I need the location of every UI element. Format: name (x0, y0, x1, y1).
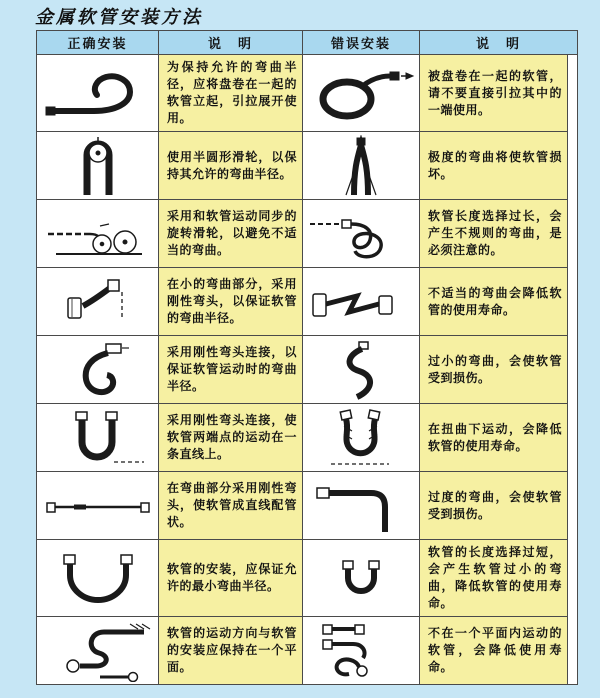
single-plane-trap-hose-icon (42, 620, 154, 682)
table-row (37, 55, 578, 132)
correct-description: 采用刚性弯头连接，使软管两端点的运动在一条直线上。 (159, 404, 303, 472)
wrong-description: 软管长度选择过长，会产生不规则的弯曲，是必须注意的。 (420, 200, 568, 268)
installation-table (36, 30, 578, 685)
table-header-row (37, 31, 578, 55)
correct-illustration-cell (37, 55, 159, 132)
overbent-elbow-hose-icon (305, 475, 417, 537)
wrong-illustration-cell (303, 336, 420, 404)
correct-illustration-cell (37, 540, 159, 617)
rigid-elbow-hook-hose-icon (42, 339, 154, 401)
correct-illustration-cell (37, 472, 159, 540)
standing-coil-hose-unroll-icon (42, 63, 154, 123)
correct-description: 采用和软管运动同步的旋转滑轮，以避免不适当的弯曲。 (159, 200, 303, 268)
table-right-spacer (568, 55, 578, 132)
wrong-illustration-cell (303, 268, 420, 336)
table-row (37, 617, 578, 685)
coiled-hose-pulled-end-icon (305, 63, 417, 123)
wrong-description: 过小的弯曲，会使软管受到损伤。 (420, 336, 568, 404)
correct-description: 软管的运动方向与软管的安装应保持在一个平面。 (159, 617, 303, 685)
table-row (37, 540, 578, 617)
u-shape-inline-motion-icon (42, 408, 154, 468)
wrong-description: 极度的弯曲将使软管损坏。 (420, 132, 568, 200)
short-hose-narrow-u-icon (305, 548, 417, 608)
page-title: 金属软管安装方法 (35, 7, 203, 28)
correct-illustration-cell (37, 336, 159, 404)
twisted-u-hose-icon (305, 408, 417, 468)
table-right-spacer (568, 617, 578, 685)
table-right-spacer (568, 540, 578, 617)
wrong-illustration-cell (303, 404, 420, 472)
correct-illustration-cell (37, 132, 159, 200)
correct-description: 为保持允许的弯曲半径，应将盘卷在一起的软管立起，引拉展开使用。 (159, 55, 303, 132)
rotating-pulley-hose-icon (42, 204, 154, 264)
correct-illustration-cell (37, 404, 159, 472)
rigid-elbow-small-bend-icon (42, 272, 154, 332)
correct-illustration-cell (37, 617, 159, 685)
correct-illustration-cell (37, 200, 159, 268)
improper-sharp-bend-icon (305, 272, 417, 332)
wrong-description: 不适当的弯曲会降低软管的使用寿命。 (420, 268, 568, 336)
header-wrong-install: 错误安装 (303, 31, 420, 55)
table-row (37, 336, 578, 404)
table-right-spacer (568, 200, 578, 268)
overlong-irregular-bend-hose-icon (305, 204, 417, 264)
table-right-spacer (568, 132, 578, 200)
out-of-plane-hoses-icon (305, 620, 417, 682)
table-right-spacer (568, 404, 578, 472)
wrong-illustration-cell (303, 472, 420, 540)
table-row (37, 132, 578, 200)
wrong-illustration-cell (303, 55, 420, 132)
table-row (37, 200, 578, 268)
header-description-right: 说 明 (420, 31, 578, 55)
table-row (37, 404, 578, 472)
table-row (37, 268, 578, 336)
table-right-spacer (568, 336, 578, 404)
wrong-description: 被盘卷在一起的软管，请不要直接引拉其中的一端使用。 (420, 55, 568, 132)
wrong-description: 在扭曲下运动，会降低软管的使用寿命。 (420, 404, 568, 472)
wrong-description: 软管的长度选择过短，会产生软管过小的弯曲，降低软管的使用寿命。 (420, 540, 568, 617)
correct-description: 在小的弯曲部分，采用刚性弯头，以保证软管的弯曲半径。 (159, 268, 303, 336)
header-description-left: 说 明 (159, 31, 303, 55)
header-correct-install: 正确安装 (37, 31, 159, 55)
straight-pipe-layout-icon (42, 476, 154, 536)
semicircular-pulley-hose-icon (42, 135, 154, 197)
correct-description: 采用刚性弯头连接，以保证软管运动时的弯曲半径。 (159, 336, 303, 404)
wrong-description: 不在一个平面内运动的软管，会降低使用寿命。 (420, 617, 568, 685)
table-row (37, 472, 578, 540)
table-right-spacer (568, 472, 578, 540)
correct-description: 使用半圆形滑轮，以保持其允许的弯曲半径。 (159, 132, 303, 200)
wrong-illustration-cell (303, 617, 420, 685)
correct-description: 在弯曲部分采用刚性弯头，使软管成直线配管状。 (159, 472, 303, 540)
correct-description: 软管的安装，应保证允许的最小弯曲半径。 (159, 540, 303, 617)
extreme-bend-hose-icon (305, 135, 417, 197)
table-right-spacer (568, 268, 578, 336)
wrong-illustration-cell (303, 540, 420, 617)
correct-illustration-cell (37, 268, 159, 336)
wrong-illustration-cell (303, 132, 420, 200)
wide-u-min-radius-icon (42, 548, 154, 608)
too-small-bend-s-hook-icon (305, 339, 417, 401)
wrong-description: 过度的弯曲，会使软管受到损伤。 (420, 472, 568, 540)
wrong-illustration-cell (303, 200, 420, 268)
